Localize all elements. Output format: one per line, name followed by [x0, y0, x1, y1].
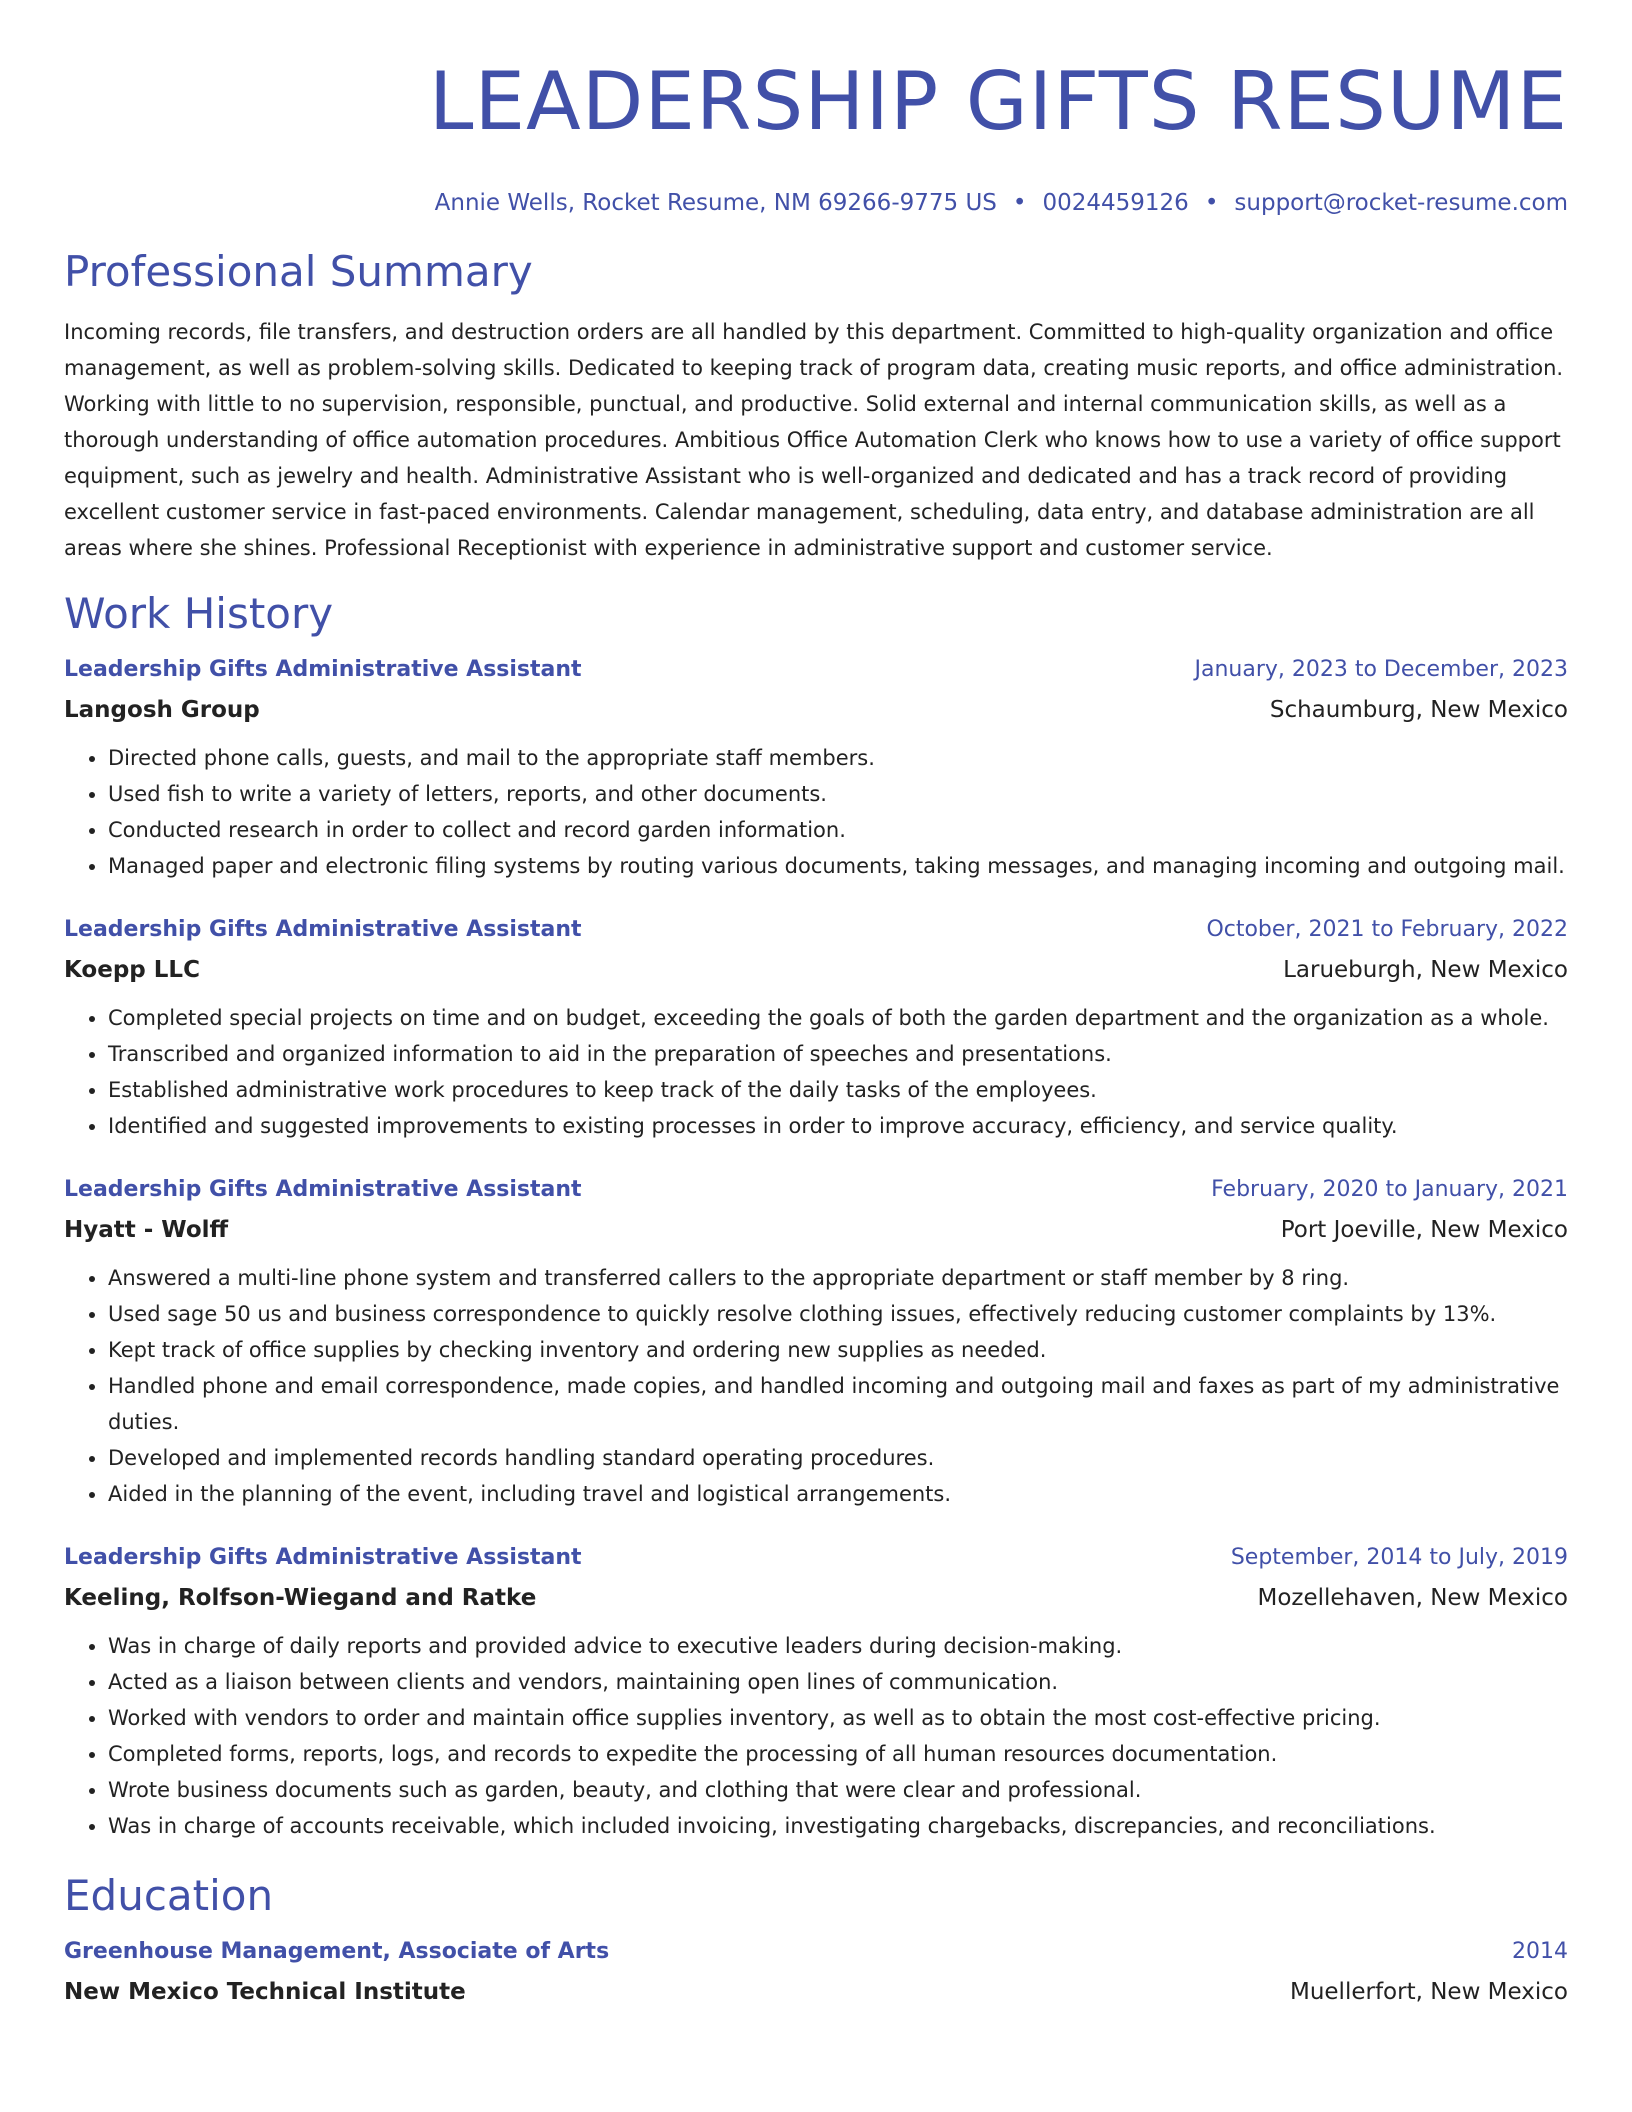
resume-title: LEADERSHIP GIFTS RESUME: [428, 55, 1568, 148]
job-header-row: [64, 910, 1568, 950]
contact-line: [64, 188, 1568, 218]
resume-header: [64, 50, 1568, 218]
work-history-section: [64, 588, 1568, 1844]
education-entry: [64, 1932, 1568, 2012]
job-bullet: • Was in charge of accounts receivable, which included invoicing, investigating chargebacks, discrepancies, and reconciliations.: [108, 1808, 1568, 1844]
contact-separator: •: [1012, 190, 1027, 216]
job-bullet: • Handled phone and email correspondence, made copies, and handled incoming and outgoing mail and faxes as part of my administrative duties.: [108, 1368, 1568, 1440]
job-bullet: • Used fish to write a variety of letters, reports, and other documents.: [108, 776, 1568, 812]
job-company-row: [64, 1210, 1568, 1250]
job-bullet: • Was in charge of daily reports and provided advice to executive leaders during decision-making.: [108, 1628, 1568, 1664]
job-title: Leadership Gifts Administrative Assistant: [64, 1545, 582, 1570]
job-bullet: • Worked with vendors to order and maintain office supplies inventory, as well as to obtain the most cost-effective pricing.: [108, 1700, 1568, 1736]
job-location: Port Joeville, New Mexico: [1280, 1217, 1568, 1243]
job-bullets: [64, 1260, 1568, 1512]
job-bullet: • Managed paper and electronic filing systems by routing various documents, taking messages, and managing incoming and outgoing mail.: [108, 848, 1568, 884]
job-bullet: • Aided in the planning of the event, including travel and logistical arrangements.: [108, 1476, 1568, 1512]
job-bullet: • Completed special projects on time and on budget, exceeding the goals of both the garden department and the organization as a whole.: [108, 1000, 1568, 1036]
education-heading: Education: [64, 1871, 274, 1920]
job-title: Leadership Gifts Administrative Assistant: [64, 657, 582, 682]
contact-email: support@rocket-resume.com: [1234, 190, 1568, 216]
job-dates: February, 2020 to January, 2021: [1211, 1177, 1568, 1202]
job-bullets: [64, 740, 1568, 884]
contact-phone: 0024459126: [1042, 190, 1189, 216]
job-bullet: • Completed forms, reports, logs, and records to expedite the processing of all human resources documentation.: [108, 1736, 1568, 1772]
education-year: 2014: [1512, 1939, 1568, 1964]
job-bullet: • Established administrative work procedures to keep track of the daily tasks of the employees.: [108, 1072, 1568, 1108]
education-school: New Mexico Technical Institute: [64, 1979, 466, 2005]
job-bullet: • Kept track of office supplies by checking inventory and ordering new supplies as needed.: [108, 1332, 1568, 1368]
summary-text: Incoming records, file transfers, and destruction orders are all handled by this department. Committed to high-quality organization and office management, as well as problem-solving skills. Dedicated to keeping track of program data, creating music reports, and office administration. Working with little to no supervision, responsible, punctual, and productive. Solid external and internal communication skills, as well as a thorough understanding of office automation procedures. Ambitious Office Automation Clerk who knows how to use a variety of office support equipment, such as jewelry and health. Administrative Assistant who is well-organized and dedicated and has a track record of providing excellent customer service in fast-paced environments. Calendar management, scheduling, data entry, and database administration are all areas where she shines. Professional Receptionist with experience in administrative support and customer service.: [64, 320, 1564, 560]
job-bullet: • Identified and suggested improvements to existing processes in order to improve accuracy, efficiency, and service quality.: [108, 1108, 1568, 1144]
job-bullet: • Used sage 50 us and business correspondence to quickly resolve clothing issues, effectively reducing customer complaints by 13%.: [108, 1296, 1568, 1332]
job-bullets: [64, 1628, 1568, 1844]
summary-section: [64, 246, 1568, 566]
job-bullet: • Transcribed and organized information to aid in the preparation of speeches and presentations.: [108, 1036, 1568, 1072]
job-dates: January, 2023 to December, 2023: [1194, 657, 1568, 682]
job-bullet: • Directed phone calls, guests, and mail to the appropriate staff members.: [108, 740, 1568, 776]
education-school-row: [64, 1972, 1568, 2012]
job-dates: October, 2021 to February, 2022: [1206, 917, 1568, 942]
job-company: Langosh Group: [64, 697, 260, 723]
contact-separator: •: [1204, 190, 1219, 216]
job-bullet: • Conducted research in order to collect and record garden information.: [108, 812, 1568, 848]
job-bullet: • Wrote business documents such as garden, beauty, and clothing that were clear and professional.: [108, 1772, 1568, 1808]
job-entry: [64, 1170, 1568, 1512]
job-bullet: • Developed and implemented records handling standard operating procedures.: [108, 1440, 1568, 1476]
contact-address: Annie Wells, Rocket Resume, NM 69266-9775 US: [434, 190, 997, 216]
job-location: Mozellehaven, New Mexico: [1257, 1585, 1568, 1611]
job-company: Hyatt - Wolff: [64, 1217, 229, 1243]
job-bullet: • Acted as a liaison between clients and vendors, maintaining open lines of communication.: [108, 1664, 1568, 1700]
job-header-row: [64, 650, 1568, 690]
job-header-row: [64, 1538, 1568, 1578]
education-section: [64, 1870, 1568, 2012]
job-company: Keeling, Rolfson-Wiegand and Ratke: [64, 1585, 537, 1611]
job-bullets: [64, 1000, 1568, 1144]
job-dates: September, 2014 to July, 2019: [1230, 1545, 1568, 1570]
job-title: Leadership Gifts Administrative Assistant: [64, 917, 582, 942]
education-location: Muellerfort, New Mexico: [1289, 1979, 1568, 2005]
education-header-row: [64, 1932, 1568, 1972]
summary-heading: Professional Summary: [64, 247, 533, 296]
work-history-heading: Work History: [64, 589, 334, 638]
job-title: Leadership Gifts Administrative Assistant: [64, 1177, 582, 1202]
job-entry: [64, 650, 1568, 884]
job-entry: [64, 1538, 1568, 1844]
job-bullet: • Answered a multi-line phone system and transferred callers to the appropriate department or staff member by 8 ring.: [108, 1260, 1568, 1296]
job-entry: [64, 910, 1568, 1144]
job-header-row: [64, 1170, 1568, 1210]
education-degree: Greenhouse Management, Associate of Arts: [64, 1939, 610, 1964]
job-company-row: [64, 950, 1568, 990]
job-location: Larueburgh, New Mexico: [1283, 957, 1568, 983]
job-location: Schaumburg, New Mexico: [1269, 697, 1568, 723]
job-company: Koepp LLC: [64, 957, 200, 983]
job-company-row: [64, 690, 1568, 730]
job-company-row: [64, 1578, 1568, 1618]
